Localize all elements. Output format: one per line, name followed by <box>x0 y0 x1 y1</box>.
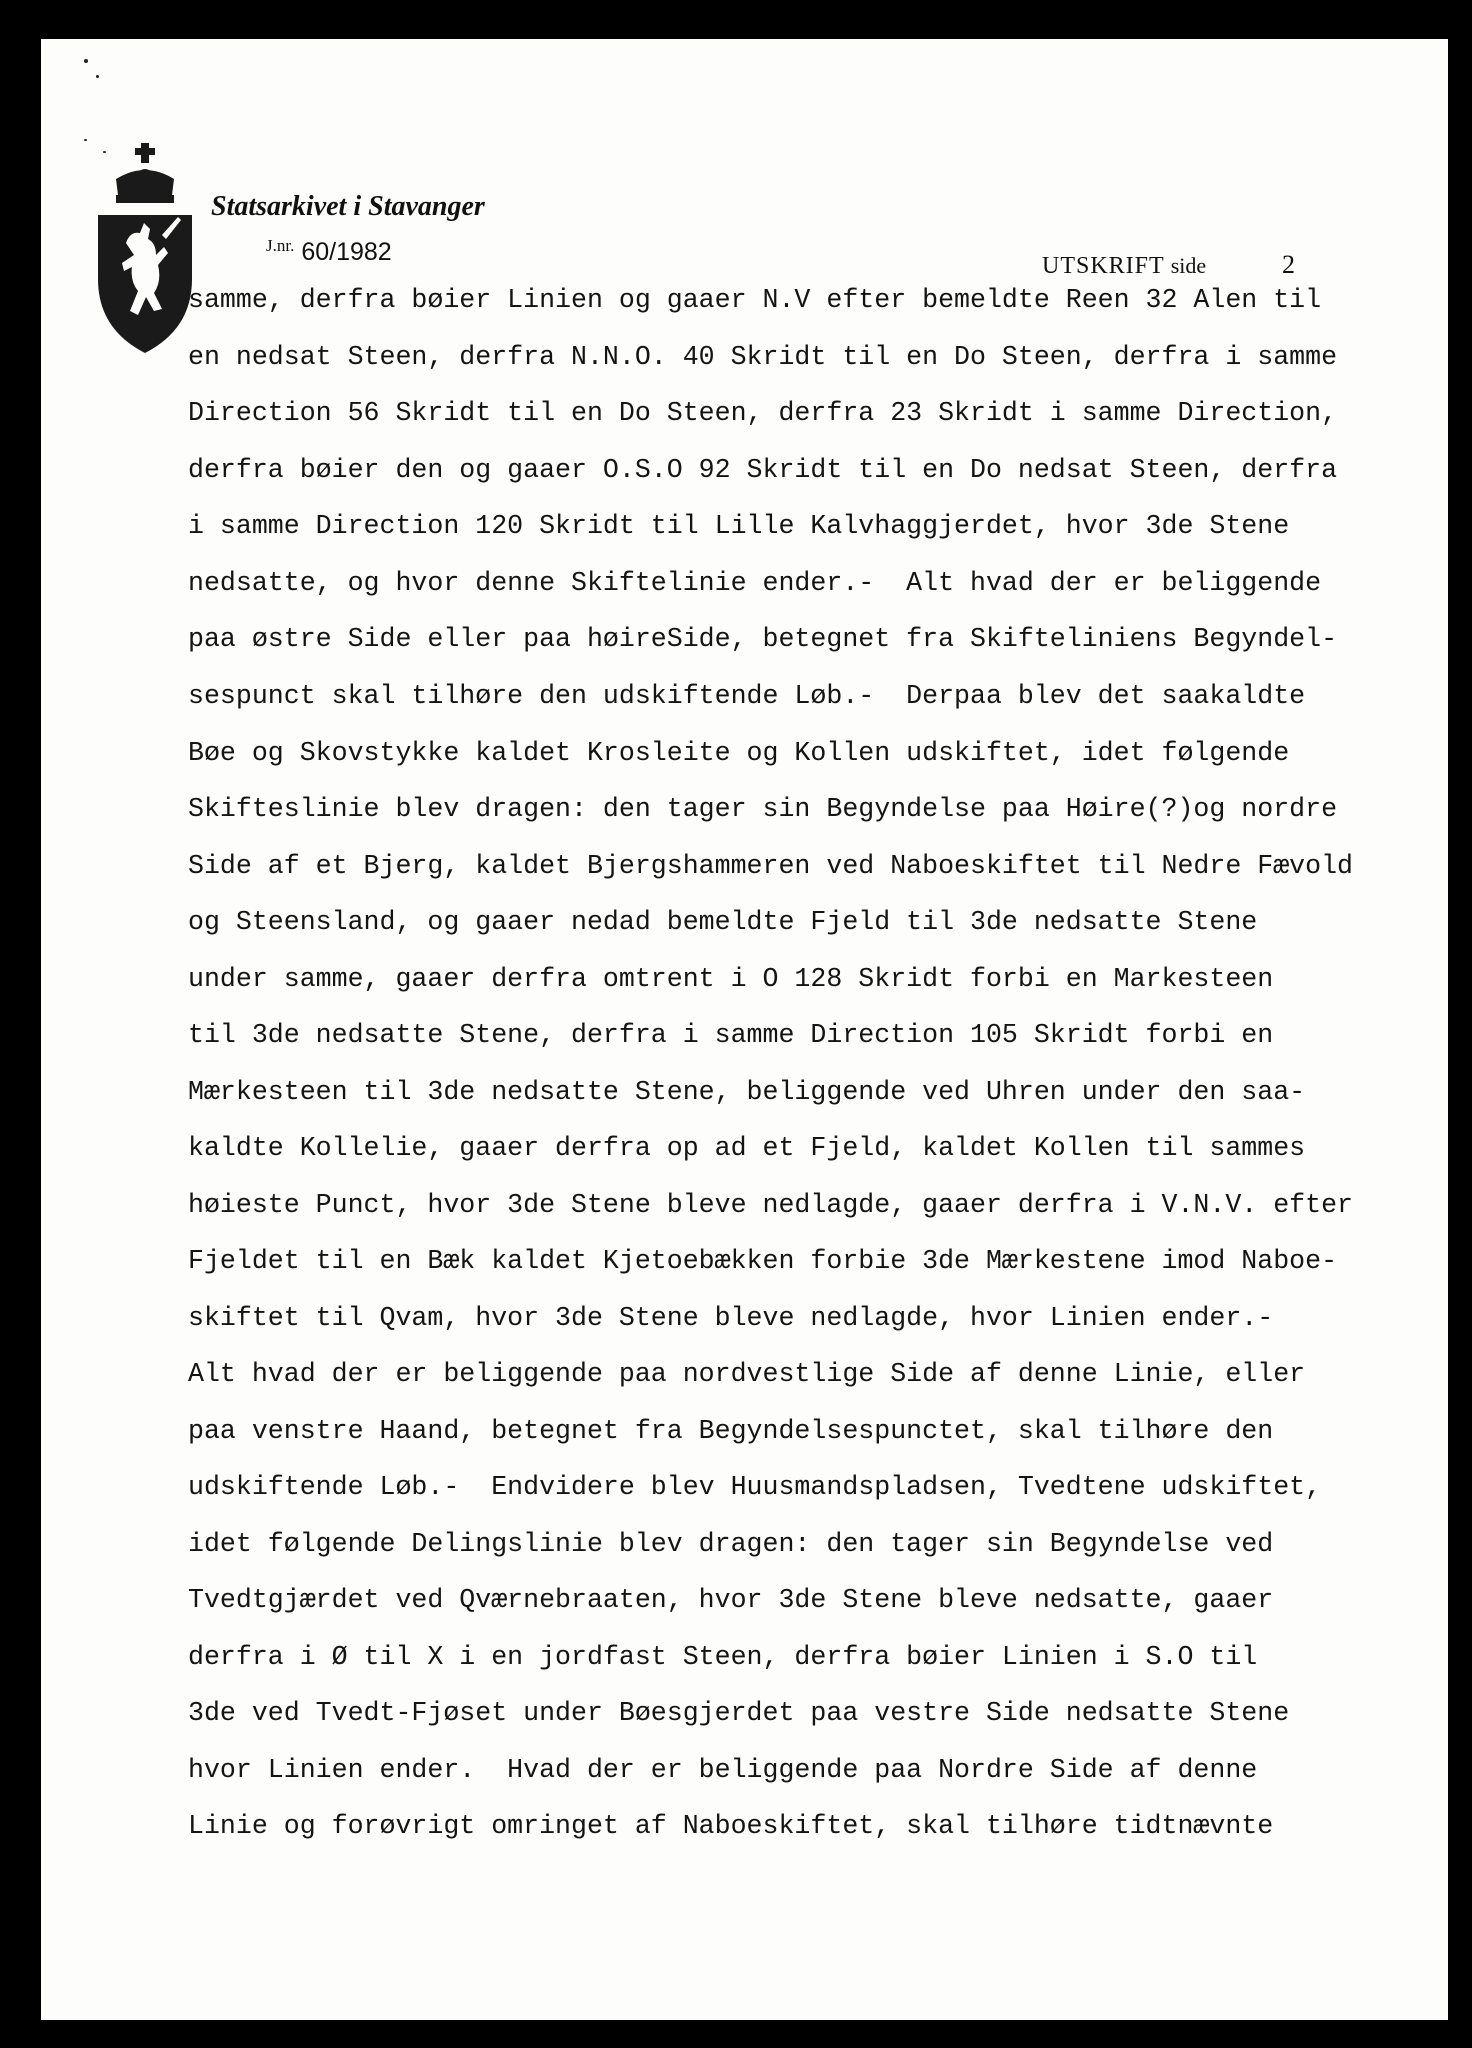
text-line: kaldte Kollelie, gaaer derfra op ad et Fjeld, kaldet Kollen til sammes <box>188 1133 1306 1163</box>
norwegian-coat-of-arms-icon <box>96 139 194 357</box>
text-line: sespunct skal tilhøre den udskiftende Løb.- Derpaa blev det saakaldte <box>188 681 1306 711</box>
document-label <box>1042 253 1206 280</box>
transcript-label: UTSKRIFT <box>1042 253 1165 279</box>
text-line: Side af et Bjerg, kaldet Bjergshammeren ved Naboeskiftet til Nedre Fævold <box>188 851 1353 881</box>
text-line: høieste Punct, hvor 3de Stene bleve nedlagde, gaaer derfra i V.N.V. efter <box>188 1190 1353 1220</box>
text-line: derfra bøier den og gaaer O.S.O 92 Skridt til en Do nedsat Steen, derfra <box>188 455 1338 485</box>
text-line: til 3de nedsatte Stene, derfra i samme Direction 105 Skridt forbi en <box>188 1020 1274 1050</box>
text-line: paa venstre Haand, betegnet fra Begyndelsespunctet, skal tilhøre den <box>188 1416 1274 1446</box>
text-line: Tvedtgjærdet ved Qværnebraaten, hvor 3de Stene bleve nedsatte, gaaer <box>188 1585 1274 1615</box>
journal-number-label: J.nr. <box>266 236 295 255</box>
text-line: Skifteslinie blev dragen: den tager sin Begyndelse paa Høire(?)og nordre <box>188 794 1338 824</box>
text-line: Direction 56 Skridt til en Do Steen, derfra 23 Skridt i samme Direction, <box>188 398 1338 428</box>
scan-speck <box>84 139 87 141</box>
text-line: hvor Linien ender. Hvad der er beliggende paa Nordre Side af denne <box>188 1755 1258 1785</box>
scan-speck <box>84 59 88 63</box>
text-line: i samme Direction 120 Skridt til Lille Kalvhaggjerdet, hvor 3de Stene <box>188 511 1290 541</box>
journal-number <box>266 236 392 267</box>
text-line: Mærkesteen til 3de nedsatte Stene, beliggende ved Uhren under den saa- <box>188 1077 1306 1107</box>
text-line: udskiftende Løb.- Endvidere blev Huusmandspladsen, Tvedtene udskiftet, <box>188 1472 1322 1502</box>
text-line: Linie og forøvrigt omringet af Naboeskiftet, skal tilhøre tidtnævnte <box>188 1811 1274 1841</box>
text-line: Alt hvad der er beliggende paa nordvestlige Side af denne Linie, eller <box>188 1359 1306 1389</box>
text-line: idet følgende Delingslinie blev dragen: den tager sin Begyndelse ved <box>188 1529 1274 1559</box>
text-line: nedsatte, og hvor denne Skiftelinie ender.- Alt hvad der er beliggende <box>188 568 1322 598</box>
journal-number-value: 60/1982 <box>301 238 392 266</box>
text-line: Fjeldet til en Bæk kaldet Kjetoebækken forbie 3de Mærkestene imod Naboe- <box>188 1246 1338 1276</box>
text-line: Bøe og Skovstykke kaldet Krosleite og Kollen udskiftet, idet følgende <box>188 738 1290 768</box>
text-line: samme, derfra bøier Linien og gaaer N.V efter bemeldte Reen 32 Alen til <box>188 285 1322 315</box>
text-line: 3de ved Tvedt-Fjøset under Bøesgjerdet paa vestre Side nedsatte Stene <box>188 1698 1290 1728</box>
text-line: under samme, gaaer derfra omtrent i O 128 Skridt forbi en Markesteen <box>188 964 1274 994</box>
side-label: side <box>1170 253 1207 278</box>
document-page <box>41 39 1448 2020</box>
text-line: skiftet til Qvam, hvor 3de Stene bleve nedlagde, hvor Linien ender.- <box>188 1303 1274 1333</box>
text-line: paa østre Side eller paa høireSide, betegnet fra Skifteliniens Begyndel- <box>188 624 1338 654</box>
text-line: en nedsat Steen, derfra N.N.O. 40 Skridt til en Do Steen, derfra i samme <box>188 342 1338 372</box>
text-line: derfra i Ø til X i en jordfast Steen, derfra bøier Linien i S.O til <box>188 1642 1258 1672</box>
text-line: og Steensland, og gaaer nedad bemeldte Fjeld til 3de nedsatte Stene <box>188 907 1258 937</box>
archive-name: Statsarkivet i Stavanger <box>211 191 485 222</box>
scan-speck <box>96 75 99 78</box>
page-number: 2 <box>1282 250 1295 279</box>
